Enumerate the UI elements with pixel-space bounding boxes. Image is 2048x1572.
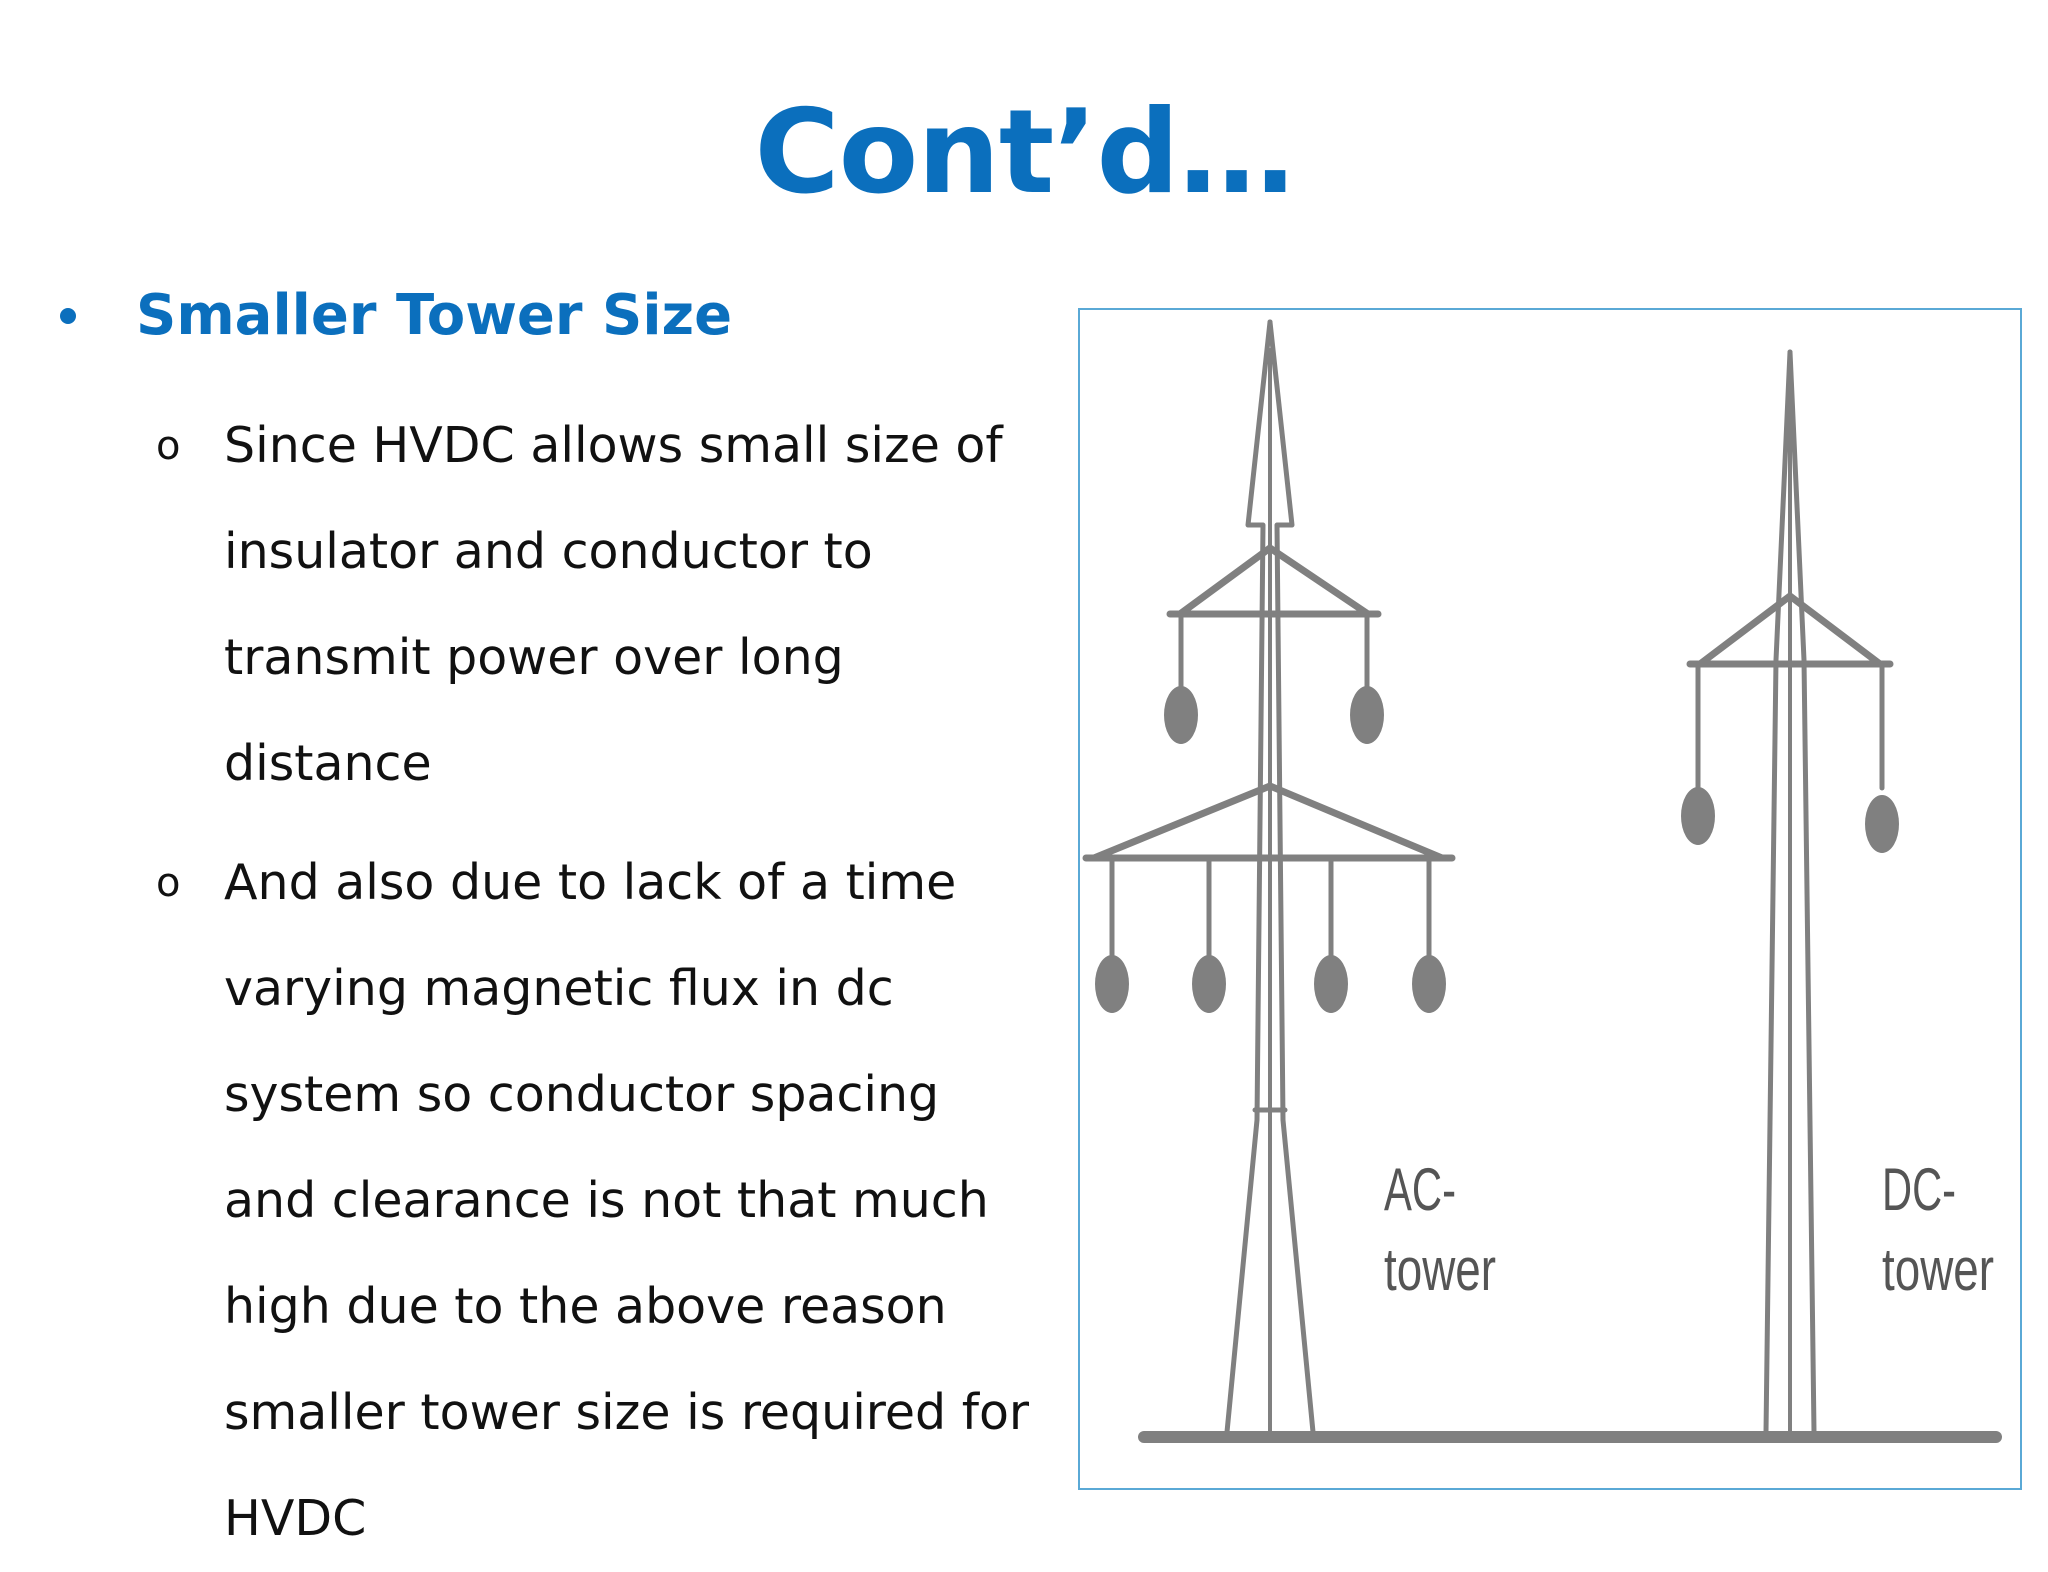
- ac-insulator: [1095, 955, 1129, 1013]
- bullet-heading-text: Smaller Tower Size: [136, 283, 733, 348]
- ac-upper-crossarm: [1180, 548, 1368, 614]
- dc-insulator: [1681, 787, 1715, 845]
- ac-tower-left-leg: [1227, 322, 1270, 1432]
- bullet-dot-icon: [60, 308, 76, 324]
- subpoint-2: [156, 830, 1036, 1572]
- ac-label-line1: AC-: [1384, 1156, 1456, 1223]
- ac-label-line2: tower: [1384, 1236, 1496, 1303]
- dc-tower-right-leg: [1790, 352, 1814, 1432]
- dc-tower-left-leg: [1766, 352, 1790, 1432]
- hollow-circle-bullet-icon: o: [156, 423, 181, 469]
- dc-label-line2: tower: [1882, 1236, 1994, 1303]
- dc-insulator: [1865, 795, 1899, 853]
- tower-diagram: [1080, 310, 2020, 1488]
- ac-insulator: [1314, 955, 1348, 1013]
- bullet-heading: [52, 280, 732, 352]
- subpoint-1: [156, 393, 1036, 817]
- ac-insulator: [1164, 686, 1198, 744]
- dc-label-line1: DC-: [1882, 1156, 1956, 1223]
- hollow-circle-bullet-icon: o: [156, 860, 181, 906]
- tower-comparison-figure: [1078, 308, 2022, 1490]
- subpoint-2-text: And also due to lack of a time varying magnetic flux in dc system so conductor spacing and clearance is not that much high due to the above reason smaller tower size is required for HVDC: [224, 854, 1030, 1547]
- slide-title: Cont’d…: [754, 85, 1294, 220]
- ac-insulator: [1412, 955, 1446, 1013]
- ac-insulator: [1192, 955, 1226, 1013]
- subpoint-1-text: Since HVDC allows small size of insulator and conductor to transmit power over long distance: [224, 417, 1003, 792]
- ac-tower-right-leg: [1270, 322, 1313, 1432]
- ac-insulator: [1350, 686, 1384, 744]
